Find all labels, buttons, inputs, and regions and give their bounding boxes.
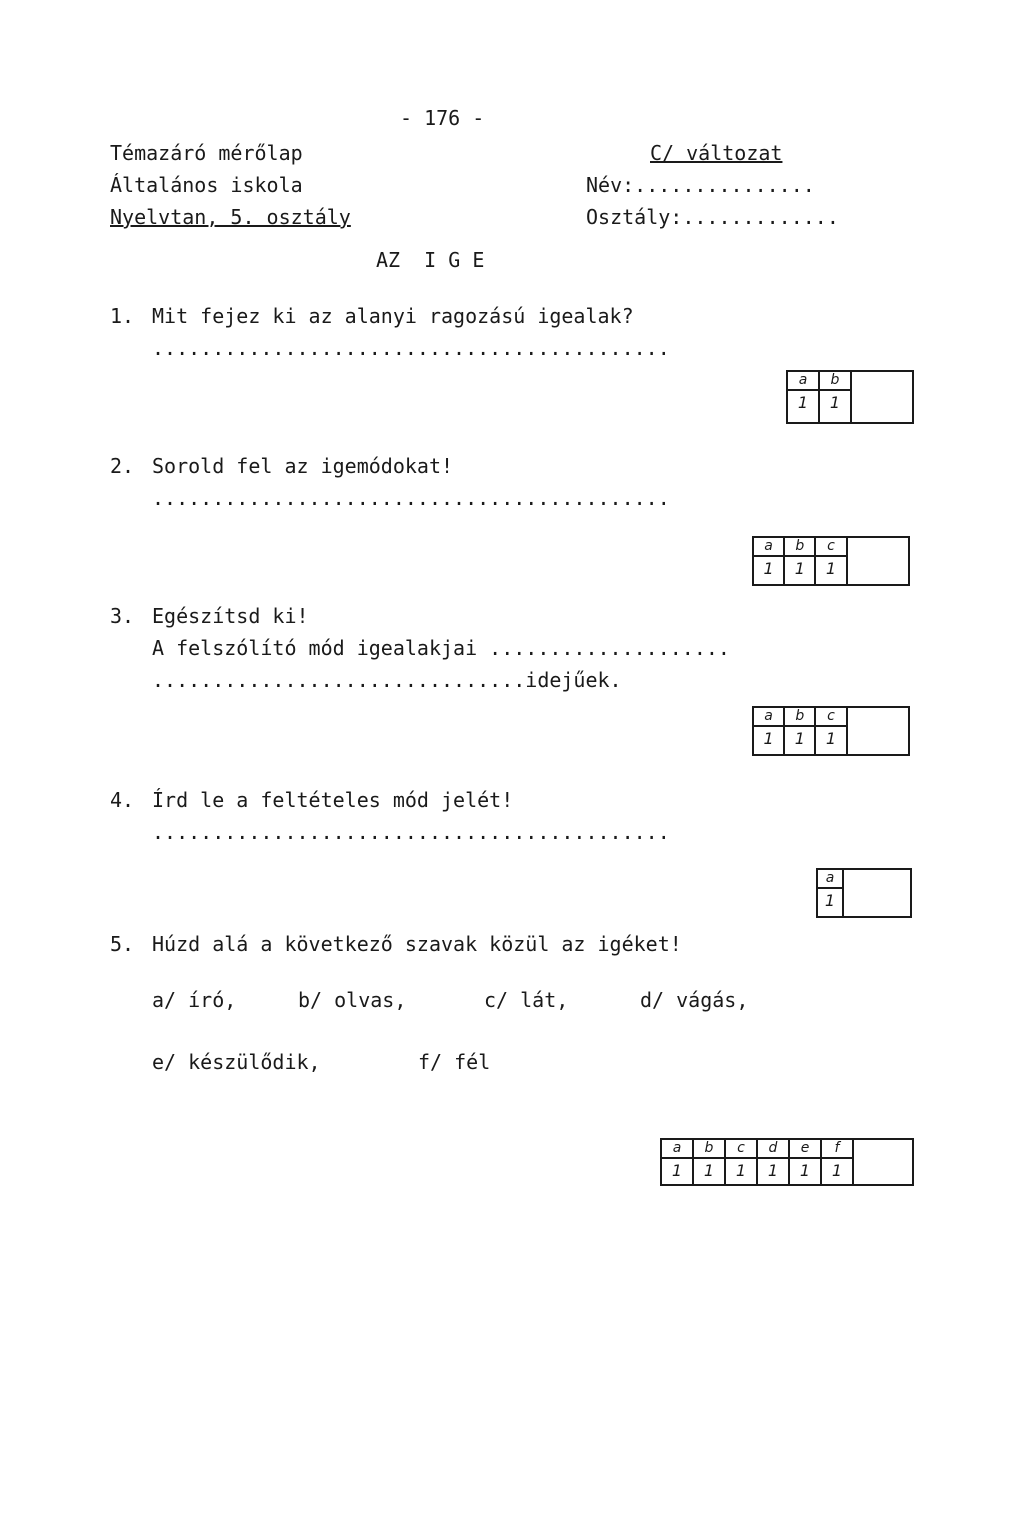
header-school: Általános iskola [110,173,303,197]
word-option-c[interactable]: c/ lát, [484,988,569,1012]
score-total-cell[interactable] [852,372,912,422]
score-label: b [694,1140,724,1159]
word-option-a[interactable]: a/ író, [152,988,237,1012]
question-2-number: 2. [110,454,135,478]
score-point: 1 [671,1161,683,1180]
score-label: f [822,1140,852,1159]
score-label: a [754,708,783,727]
word-option-e[interactable]: e/ készülődik, [152,1050,321,1074]
score-total-cell[interactable] [848,708,908,754]
score-point: 1 [735,1161,747,1180]
variant-label: C/ változat [650,141,783,165]
question-1-text: Mit fejez ki az alanyi ragozású igealak? [152,304,634,328]
score-total-cell[interactable] [844,870,908,916]
score-box-2 [752,536,910,586]
question-4-text: Írd le a feltételes mód jelét! [152,788,514,812]
question-3-line-3[interactable]: ...............................idejűek. [152,668,622,692]
question-3-line-2[interactable]: A felszólító mód igealakjai .................... [152,636,730,660]
page-number: - 176 - [400,106,485,130]
score-total-cell[interactable] [848,538,908,584]
question-5-number: 5. [110,932,135,956]
worksheet-title: AZ I G E [376,248,485,272]
score-label: a [788,372,818,391]
question-4-number: 4. [110,788,135,812]
score-total-cell[interactable] [854,1140,912,1184]
score-box-5 [660,1138,914,1186]
score-label: d [758,1140,788,1159]
score-label: a [754,538,783,557]
score-label: c [726,1140,756,1159]
score-label: c [816,708,845,727]
score-point: 1 [824,891,836,910]
score-point: 1 [825,729,837,748]
score-point: 1 [829,393,841,412]
word-option-d[interactable]: d/ vágás, [640,988,749,1012]
question-5-text: Húzd alá a következő szavak közül az igéket! [152,932,682,956]
score-box-3 [752,706,910,756]
header-sheet-type: Témazáró mérőlap [110,141,303,165]
score-point: 1 [794,729,805,748]
header-subject: Nyelvtan, 5. osztály [110,205,351,229]
score-box-4 [816,868,912,918]
score-box-1 [786,370,914,424]
score-label: a [662,1140,692,1159]
score-label: b [785,538,814,557]
score-point: 1 [831,1161,843,1180]
question-2-text: Sorold fel az igemódokat! [152,454,454,478]
question-1-answer-line[interactable]: ........................................... [152,336,670,360]
name-field[interactable]: Név:............... [586,173,815,197]
question-4-answer-line[interactable]: ........................................... [152,820,670,844]
score-point: 1 [794,559,805,578]
score-label: a [818,870,842,889]
score-point: 1 [763,729,774,748]
score-point: 1 [797,393,809,412]
word-option-b[interactable]: b/ olvas, [298,988,407,1012]
score-point: 1 [763,559,774,578]
score-label: c [816,538,845,557]
question-3-number: 3. [110,604,135,628]
question-1-number: 1. [110,304,135,328]
word-option-f[interactable]: f/ fél [418,1050,491,1074]
score-label: b [785,708,814,727]
score-label: e [790,1140,820,1159]
question-3-text: Egészítsd ki! [152,604,309,628]
score-label: b [820,372,850,391]
score-point: 1 [703,1161,715,1180]
question-2-answer-line[interactable]: ........................................... [152,486,670,510]
score-point: 1 [799,1161,811,1180]
class-field[interactable]: Osztály:............. [586,205,839,229]
score-point: 1 [767,1161,779,1180]
score-point: 1 [825,559,837,578]
